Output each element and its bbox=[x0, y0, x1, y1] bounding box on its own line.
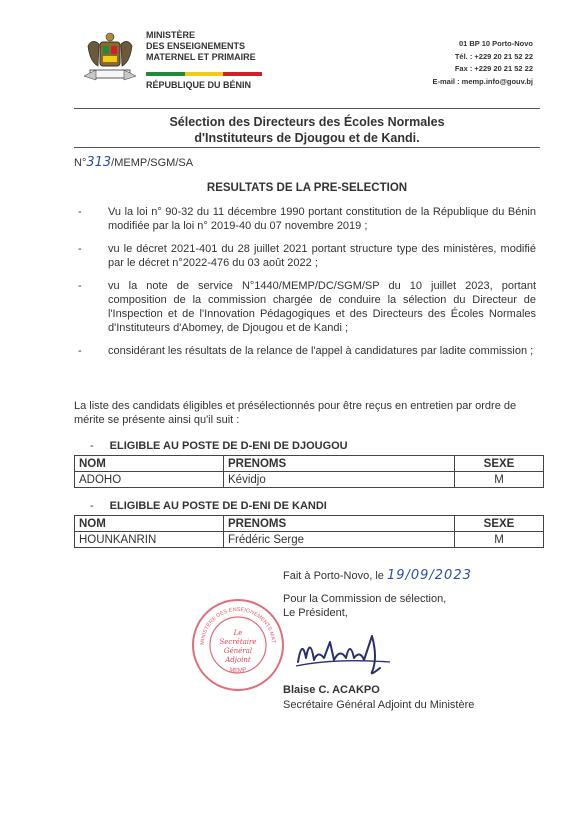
flag-yellow bbox=[185, 72, 224, 76]
reference-number bbox=[74, 155, 193, 170]
ref-prefix: N° bbox=[74, 157, 87, 169]
cell-sexe: M bbox=[455, 532, 544, 548]
list-item: - vu le décret 2021-401 du 28 juillet 2021 portant structure type des ministères, modifié par le décret n°2022-476 du 03 août 2022 ; bbox=[78, 243, 536, 269]
list-item-text: considérant les résultats de la relance de l'appel à candidatures par ladite commission ; bbox=[108, 345, 534, 357]
intro-paragraph: La liste des candidats éligibles et présélectionnés pour être reçus en entretien par ordre de mérite se présente ainsi qu'il suit : bbox=[74, 400, 517, 426]
header-sexe: SEXE bbox=[455, 516, 544, 532]
header-prenoms: PRENOMS bbox=[224, 456, 455, 472]
phone: Tél. : +229 20 21 52 22 bbox=[454, 51, 533, 61]
list-item: - Vu la loi n° 90-32 du 11 décembre 1990 portant constitution de la République du Bénin modifiée par la loi n° 2019-40 du 07 novembre 2019 ; bbox=[78, 206, 536, 232]
stamp-ring-text: MINISTÈRE DES ENSEIGNEMENTS MAT bbox=[199, 606, 276, 646]
flag-green bbox=[146, 72, 185, 76]
handwritten-signature bbox=[294, 628, 394, 678]
place-date-line bbox=[283, 568, 472, 583]
contact-block bbox=[432, 38, 533, 88]
coat-of-arms-emblem bbox=[82, 32, 138, 84]
ministry-name bbox=[146, 30, 256, 63]
list-item-text: vu le décret 2021-401 du 28 juillet 2021 portant structure type des ministères, modifié par le décret n°2022-476 du 03 août 2022 ; bbox=[108, 243, 536, 269]
president-text: Le Président, bbox=[283, 607, 348, 619]
list-item: - considérant les résultats de la relance de l'appel à candidatures par ladite commission ; bbox=[78, 344, 536, 358]
signer-title: Secrétaire Général Adjoint du Ministère bbox=[283, 699, 475, 711]
place-text: Fait à Porto-Novo, le bbox=[283, 570, 384, 582]
title-divider bbox=[74, 147, 540, 148]
ref-suffix: /MEMP/SGM/SA bbox=[111, 157, 194, 169]
table-header-row bbox=[75, 456, 544, 472]
header-prenoms: PRENOMS bbox=[224, 516, 455, 532]
document-title bbox=[74, 114, 540, 146]
list-item: - vu la note de service N°1440/MEMP/DC/SGM/SP du 10 juillet 2023, portant composition de la commission chargée de conduire la sélection du Directeur de l'Inspection et de l'Innovation Pédagogiques et des Directeurs des Écoles Normales d'Instituteurs d'Abomey, de Djougou et de Kandi ; bbox=[78, 280, 536, 334]
cell-nom: ADOHO bbox=[75, 472, 224, 488]
section-label-kandi: - ELIGIBLE AU POSTE DE D-ENI DE KANDI bbox=[90, 500, 327, 512]
date-handwritten: 19/09/2023 bbox=[386, 568, 472, 583]
candidates-table-djougou bbox=[74, 455, 544, 488]
considerations-list bbox=[78, 205, 536, 367]
table-row bbox=[75, 472, 544, 488]
stamp-center-line: Adjoint bbox=[225, 656, 251, 664]
official-stamp bbox=[190, 597, 286, 693]
title-line: Sélection des Directeurs des Écoles Normales bbox=[169, 115, 445, 129]
cell-nom: HOUNKANRIN bbox=[75, 532, 224, 548]
for-commission-text: Pour la Commission de sélection, bbox=[283, 593, 447, 605]
address: 01 BP 10 Porto-Novo bbox=[458, 39, 533, 48]
section-label-text: ELIGIBLE AU POSTE DE D-ENI DE KANDI bbox=[109, 500, 327, 512]
signer-name: Blaise C. ACAKPO bbox=[283, 684, 380, 696]
header-divider bbox=[74, 108, 540, 109]
stamp-bottom-text: MEMP bbox=[228, 667, 248, 675]
list-item-text: vu la note de service N°1440/MEMP/DC/SGM/SP du 10 juillet 2023, portant composition de la commission chargée de conduire la sélection du Directeur de l'Inspection et de l'Innovation Pédagogiques et des Directeurs des Écoles Normales d'Instituteurs d'Abomey, de Djougou et de Kandi ; bbox=[108, 280, 536, 334]
section-label-djougou: - ELIGIBLE AU POSTE DE D-ENI DE DJOUGOU bbox=[90, 440, 348, 452]
stamp-center-line: Secrétaire bbox=[219, 638, 257, 646]
email: E-mail : memp.info@gouv.bj bbox=[432, 76, 533, 86]
section-label-text: ELIGIBLE AU POSTE DE D-ENI DE DJOUGOU bbox=[109, 440, 348, 452]
candidates-table-kandi bbox=[74, 515, 544, 548]
commission-line bbox=[283, 592, 446, 620]
ref-number-handwritten: 313 bbox=[86, 155, 112, 170]
ministry-line: MINISTÈRE bbox=[146, 30, 196, 40]
fax: Fax : +229 20 21 52 22 bbox=[454, 64, 533, 73]
stamp-center-line: Général bbox=[223, 647, 253, 655]
stamp-center-line: Le bbox=[233, 629, 243, 637]
ministry-line: DES ENSEIGNEMENTS bbox=[146, 41, 246, 51]
cell-prenoms: Kévidjo bbox=[224, 472, 455, 488]
title-line: d'Instituteurs de Djougou et de Kandi. bbox=[194, 131, 420, 145]
flag-stripe bbox=[146, 72, 262, 76]
cell-sexe: M bbox=[455, 472, 544, 488]
ministry-line: MATERNEL ET PRIMAIRE bbox=[146, 52, 256, 62]
cell-prenoms: Frédéric Serge bbox=[224, 532, 455, 548]
results-title: RESULTATS DE LA PRE-SELECTION bbox=[206, 182, 408, 194]
header-nom: NOM bbox=[75, 516, 224, 532]
list-item-text: Vu la loi n° 90-32 du 11 décembre 1990 portant constitution de la République du Bénin modifiée par la loi n° 2019-40 du 07 novembre 2019 ; bbox=[108, 206, 536, 232]
header-sexe: SEXE bbox=[455, 456, 544, 472]
table-header-row bbox=[75, 516, 544, 532]
table-row bbox=[75, 532, 544, 548]
country-name: RÉPUBLIQUE DU BÉNIN bbox=[146, 80, 252, 90]
header-nom: NOM bbox=[75, 456, 224, 472]
flag-red bbox=[223, 72, 262, 76]
